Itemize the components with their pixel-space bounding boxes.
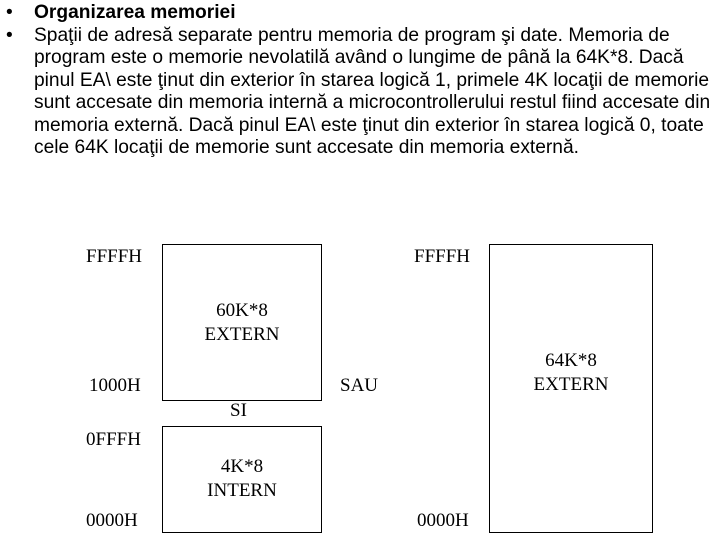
bullet-dot: • [6,24,13,46]
extern-60k-size: 60K*8 [216,300,268,321]
right-address-0000h: 0000H [417,510,469,531]
bullet-title-text: Organizarea memoriei [34,2,236,23]
intern-4k-label: INTERN [207,480,277,501]
left-address-1000h: 1000H [89,375,141,396]
extern-64k-block [489,244,653,533]
or-sau-label: SAU [340,375,379,396]
left-address-0000h: 0000H [86,510,138,531]
bullet-description-text: Spaţii de adresă separate pentru memoria de program şi date. Memoria de program este o memorie nevolatilă având o lungime de până la 64K*8. Dacă pinul EA\ este ţinut din exterior în starea logică 1, primele 4K locaţii de memorie sunt accesate din memoria internă a microcontrollerului restul fiind accesate din memoria externă. Dacă pinul EA\ este ţinut din exterior în starea logică 0, toate cele 64K locaţii de memorie sunt accesate din memoria externă. [34,24,711,158]
intern-4k-block [162,426,322,533]
extern-60k-block [162,244,322,401]
left-address-0fffh: 0FFFH [86,429,141,450]
extern-64k-label: EXTERN [533,374,609,395]
joiner-si: SI [230,400,247,421]
intern-4k-size: 4K*8 [220,456,264,477]
extern-64k-size: 64K*8 [545,350,597,371]
extern-60k-label: EXTERN [204,324,280,345]
left-address-ffffh: FFFFH [86,246,142,267]
bullet-dot: • [6,2,13,23]
right-address-ffffh: FFFFH [414,246,470,267]
